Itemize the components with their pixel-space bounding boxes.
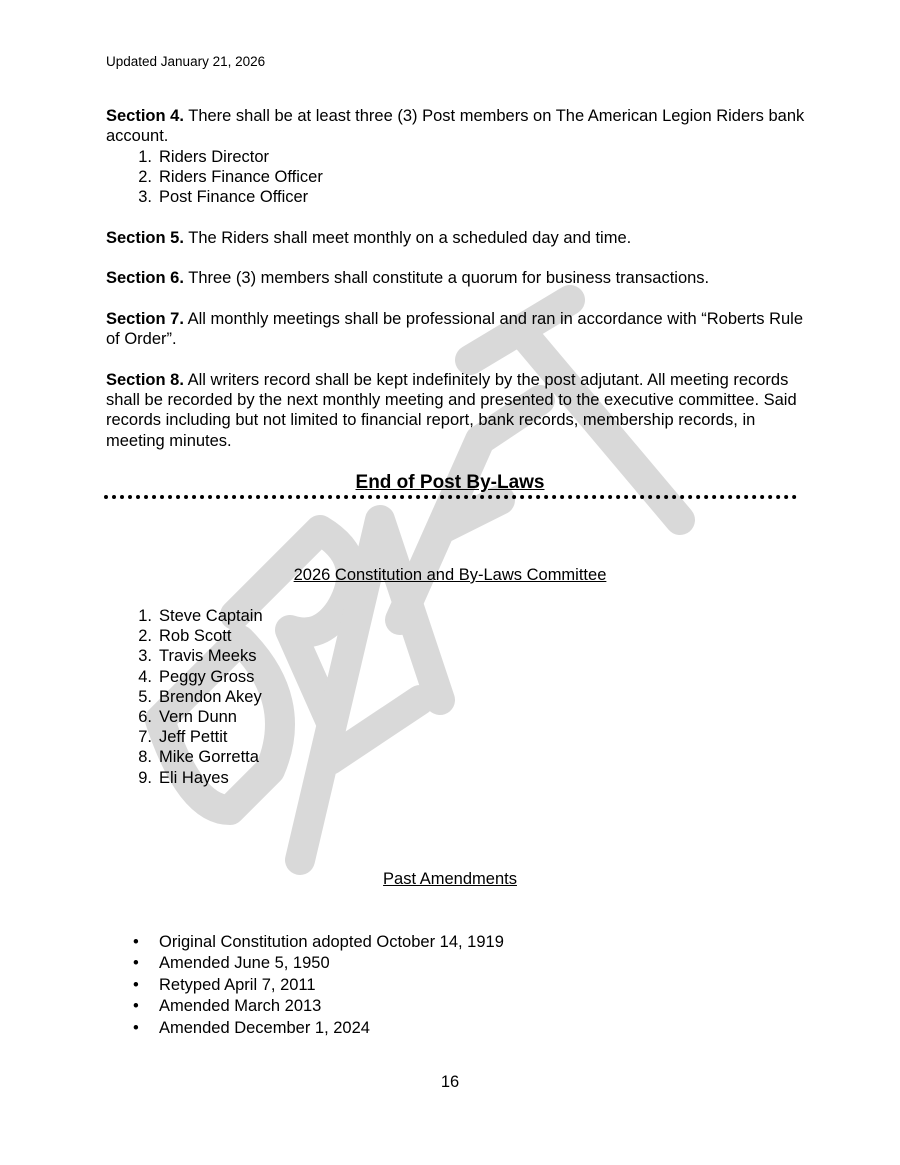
list-item: 5. Brendon Akey (138, 687, 262, 706)
list-item: • Original Constitution adopted October 14, 1919 (133, 933, 504, 951)
section-4 (106, 106, 806, 146)
amendments-title: Past Amendments (383, 870, 517, 888)
list-item: 9. Eli Hayes (138, 768, 229, 787)
list-item: 1. Riders Director (138, 148, 270, 166)
updated-date: Updated January 21, 2026 (106, 54, 266, 69)
list-item: 7. Jeff Pettit (138, 728, 228, 747)
section-7 (106, 309, 806, 349)
section-8-text: All writers record shall be kept indefinitely by the post adjutant. All meeting records shall be recorded by the next monthly meeting and presented to the executive committee. Said records including but not limited to financial report, bank records, membership records, in meeting minutes. (106, 371, 797, 450)
list-item: • Amended March 2013 (133, 997, 322, 1016)
dotted-divider (104, 495, 797, 499)
committee-list (106, 606, 263, 788)
end-of-bylaws-title: End of Post By-Laws (355, 472, 545, 493)
list-item: 3. Post Finance Officer (138, 188, 309, 207)
section-4-list (106, 147, 323, 208)
section-4-label: Section 4. (106, 107, 184, 125)
committee-title: 2026 Constitution and By-Laws Committee (293, 566, 607, 584)
section-7-label: Section 7. (106, 310, 184, 328)
page-number: 16 (440, 1073, 460, 1091)
list-item: • Retyped April 7, 2011 (133, 975, 316, 994)
list-item: • Amended December 1, 2024 (133, 1018, 370, 1037)
section-6-label: Section 6. (106, 269, 184, 287)
list-item: 8. Mike Gorretta (138, 748, 259, 767)
list-item: • Amended June 5, 1950 (133, 954, 330, 973)
list-item: 2. Rob Scott (138, 627, 232, 646)
section-8-label: Section 8. (106, 371, 184, 389)
section-8 (106, 370, 806, 451)
section-4-text: There shall be at least three (3) Post members on The American Legion Riders bank account. (106, 107, 805, 146)
section-5-text: The Riders shall meet monthly on a scheduled day and time. (183, 229, 632, 247)
list-item: 6. Vern Dunn (138, 708, 237, 727)
section-7-text: All monthly meetings shall be professional and ran in accordance with “Roberts Rule of Order”. (106, 310, 804, 349)
section-5 (106, 228, 806, 248)
section-6 (106, 268, 806, 288)
section-6-text: Three (3) members shall constitute a quorum for business transactions. (183, 269, 710, 287)
section-5-label: Section 5. (106, 229, 184, 247)
list-item: 4. Peggy Gross (138, 667, 255, 686)
amendments-list (106, 932, 504, 1039)
list-item: 1. Steve Captain (138, 607, 263, 625)
list-item: 2. Riders Finance Officer (138, 168, 323, 187)
list-item: 3. Travis Meeks (138, 647, 257, 666)
